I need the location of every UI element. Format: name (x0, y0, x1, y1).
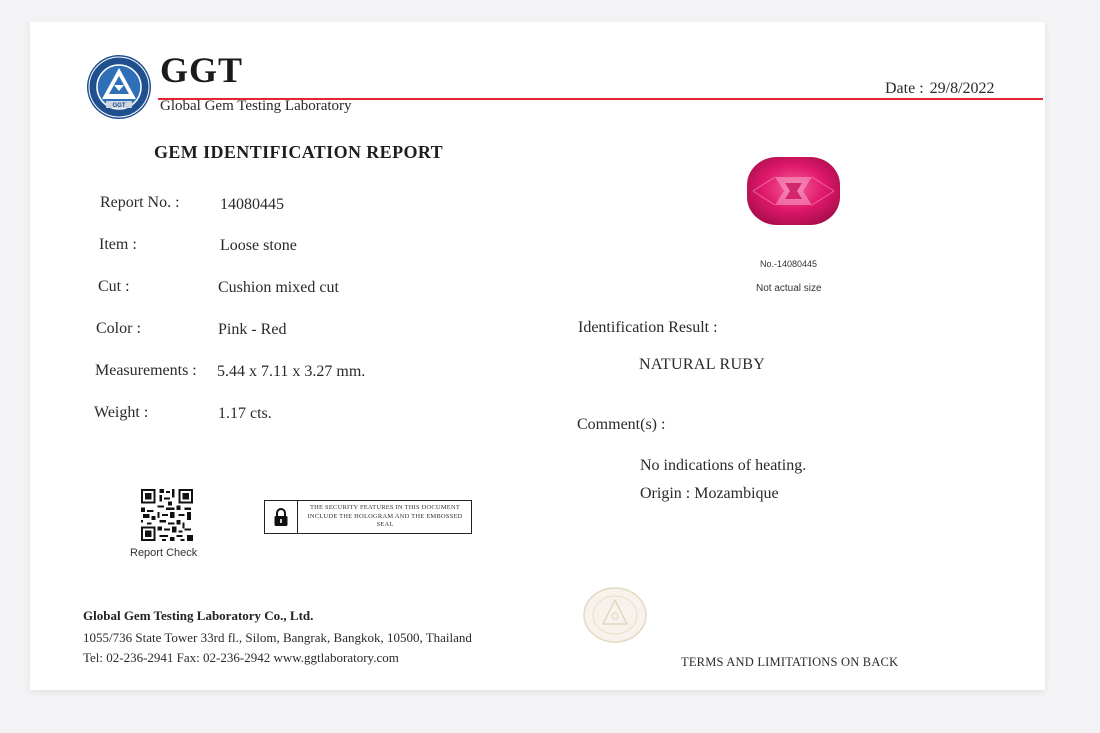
brand-name: GGT (160, 50, 244, 90)
report-date (885, 80, 995, 98)
identification-result: NATURAL RUBY (639, 356, 766, 373)
field-label-item: Item : (99, 236, 137, 253)
ggt-logo-icon (86, 54, 152, 120)
qr-code-icon[interactable] (141, 489, 193, 541)
security-text: THE SECURITY FEATURES IN THIS DOCUMENT INCLUDE THE HOLOGRAM AND THE EMBOSSED SEAL (307, 504, 463, 528)
field-label-cut: Cut : (98, 278, 130, 295)
qr-label: Report Check (130, 547, 198, 559)
gem-number: No.-14080445 (760, 259, 818, 269)
field-label-weight: Weight : (94, 404, 149, 421)
field-value-color: Pink - Red (218, 321, 287, 338)
field-value-item: Loose stone (220, 237, 297, 254)
embossed-seal-icon (582, 586, 648, 644)
lock-icon (265, 501, 298, 533)
date-label: Date : (885, 80, 924, 97)
field-value-measurements: 5.44 x 7.11 x 3.27 mm. (217, 363, 366, 380)
field-value-report-no: 14080445 (220, 196, 284, 213)
svg-text:GGT: GGT (112, 103, 126, 109)
company-contact: Tel: 02-236-2941 Fax: 02-236-2942 www.ggtlaboratory.com (83, 650, 399, 665)
field-value-cut: Cushion mixed cut (218, 279, 339, 296)
field-label-report-no: Report No. : (100, 194, 180, 211)
field-value-weight: 1.17 cts. (218, 405, 272, 422)
gem-photo (745, 155, 842, 227)
comment-heating: No indications of heating. (640, 457, 807, 474)
comment-origin: Origin : Mozambique (640, 485, 779, 502)
report-title: GEM IDENTIFICATION REPORT (154, 142, 444, 162)
date-value: 29/8/2022 (929, 80, 995, 97)
field-label-color: Color : (96, 320, 141, 337)
security-notice (264, 500, 472, 534)
lab-name: Global Gem Testing Laboratory (160, 98, 352, 114)
company-address: 1055/736 State Tower 33rd fl., Silom, Bangrak, Bangkok, 10500, Thailand (83, 630, 472, 645)
terms-notice[interactable]: TERMS AND LIMITATIONS ON BACK (681, 655, 899, 669)
gem-size-note: Not actual size (756, 283, 822, 294)
comments-label: Comment(s) : (577, 416, 666, 433)
report-card (30, 22, 1045, 690)
identification-label: Identification Result : (578, 319, 718, 336)
company-name: Global Gem Testing Laboratory Co., Ltd. (83, 608, 314, 623)
field-label-measurements: Measurements : (95, 362, 197, 379)
